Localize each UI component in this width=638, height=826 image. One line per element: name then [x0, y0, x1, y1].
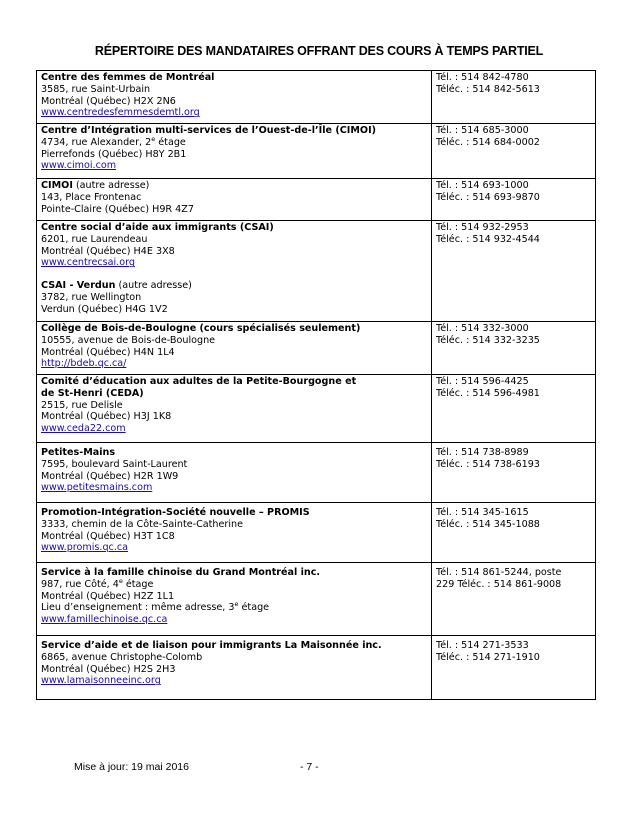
teaching-location-text: Lieu d’enseignement : même adresse, 3: [41, 602, 235, 614]
fax-number: Téléc. : 514 684-0002: [436, 136, 540, 148]
city-postal: Montréal (Québec) H3T 1C8: [41, 530, 175, 542]
phone-number: Tél. : 514 685-3000: [436, 125, 529, 136]
organization-name: Service à la famille chinoise du Grand Montréal inc.: [41, 567, 321, 578]
floor-label: étage: [155, 136, 186, 148]
spacer: [41, 269, 427, 280]
phone-number: Tél. : 514 738-8989: [436, 447, 529, 458]
table-row: [37, 221, 596, 322]
address-cell: [37, 375, 432, 443]
contact-cell: [432, 443, 596, 503]
contact-cell: [432, 375, 596, 443]
street-address: 3585, rue Saint-Urbain: [41, 83, 151, 95]
table-row: [37, 71, 596, 124]
organization-name-continued: de St-Henri (CEDA): [41, 387, 144, 399]
fax-number: Téléc. : 514 693-9870: [436, 191, 540, 203]
contact-cell: [432, 124, 596, 179]
address-cell: [37, 636, 432, 700]
phone-number: Tél. : 514 932-2953: [436, 222, 529, 233]
organization-heading: [41, 180, 427, 192]
phone-number: Tél. : 514 271-3533: [436, 640, 529, 651]
floor-label: étage: [238, 602, 270, 614]
alternate-street-address: 3782, rue Wellington: [41, 291, 142, 303]
website-link[interactable]: www.lamaisonneeinc.org: [41, 675, 161, 687]
table-row: [37, 636, 596, 700]
organization-name: Petites-Mains: [41, 447, 116, 458]
organization-name: Centre d’Intégration multi-services de l’Ouest-de-l’Île (CIMOI): [41, 125, 377, 136]
website-link[interactable]: www.centrecsai.org: [41, 257, 135, 269]
address-cell: [37, 503, 432, 563]
table-row: [37, 443, 596, 503]
teaching-location: [41, 602, 427, 614]
address-cell: [37, 563, 432, 636]
street-address-text: 4734, rue Alexander, 2: [41, 136, 152, 148]
phone-number: Tél. : 514 596-4425: [436, 376, 529, 387]
fax-number: Téléc. : 514 932-4544: [436, 233, 540, 245]
table-row: [37, 124, 596, 179]
ordinal-suffix: e: [118, 576, 123, 585]
table-row: [37, 375, 596, 443]
phone-number: Tél. : 514 332-3000: [436, 323, 529, 334]
fax-number: Téléc. : 514 271-1910: [436, 651, 540, 663]
contact-cell: [432, 563, 596, 636]
website-link[interactable]: www.famillechinoise.qc.ca: [41, 614, 168, 626]
alternate-city-postal: Verdun (Québec) H4G 1V2: [41, 303, 168, 315]
organization-name: Comité d’éducation aux adultes de la Petite-Bourgogne et: [41, 376, 357, 387]
contact-cell: [432, 636, 596, 700]
address-cell: [37, 179, 432, 221]
address-cell: [37, 322, 432, 375]
organization-name: Centre social d’aide aux immigrants (CSAI): [41, 222, 274, 233]
table-row: [37, 503, 596, 563]
address-cell: [37, 443, 432, 503]
street-address: 7595, boulevard Saint-Laurent: [41, 458, 188, 470]
address-cell: [37, 221, 432, 322]
website-link[interactable]: www.promis.qc.ca: [41, 542, 129, 554]
street-address: 2515, rue Delisle: [41, 399, 123, 411]
organization-name: Centre des femmes de Montréal: [41, 72, 215, 83]
city-postal: Montréal (Québec) H2X 2N6: [41, 95, 176, 107]
website-link[interactable]: http://bdeb.qc.ca/: [41, 358, 127, 370]
fax-number: 229 Téléc. : 514 861-9008: [436, 578, 562, 590]
phone-number: Tél. : 514 861-5244, poste: [436, 567, 562, 578]
fax-number: Téléc. : 514 332-3235: [436, 334, 540, 346]
document-title: RÉPERTOIRE DES MANDATAIRES OFFRANT DES COURS À TEMPS PARTIEL: [94, 44, 544, 58]
street-address: 6201, rue Laurendeau: [41, 233, 148, 245]
organization-name: Promotion-Intégration-Société nouvelle – PROMIS: [41, 507, 310, 518]
footer-update-date: Mise à jour: 19 mai 2016: [74, 761, 189, 773]
organization-name: Service d’aide et de liaison pour immigrants La Maisonnée inc.: [41, 640, 382, 651]
address-cell: [37, 124, 432, 179]
table-row: [37, 322, 596, 375]
phone-number: Tél. : 514 842-4780: [436, 72, 529, 83]
ordinal-suffix: e: [151, 134, 156, 143]
city-postal: Montréal (Québec) H2S 2H3: [41, 663, 176, 675]
table-row: [37, 179, 596, 221]
street-address: 3333, chemin de la Côte-Sainte-Catherine: [41, 518, 243, 530]
contact-cell: [432, 503, 596, 563]
alternate-name: CSAI - Verdun: [41, 280, 116, 292]
fax-number: Téléc. : 514 738-6193: [436, 458, 540, 470]
address-cell: [37, 71, 432, 124]
organization-name: Collège de Bois-de-Boulogne (cours spécialisés seulement): [41, 323, 361, 334]
street-address: 6865, avenue Christophe-Colomb: [41, 651, 203, 663]
website-link[interactable]: www.cimoi.com: [41, 160, 117, 172]
alternate-address-note: (autre adresse): [72, 180, 150, 191]
contact-cell: [432, 322, 596, 375]
city-postal: Pointe-Claire (Québec) H9R 4Z7: [41, 203, 194, 215]
contact-cell: [432, 71, 596, 124]
website-link[interactable]: www.petitesmains.com: [41, 482, 153, 494]
city-postal: Montréal (Québec) H3J 1K8: [41, 411, 172, 423]
ordinal-suffix: e: [234, 600, 239, 609]
fax-number: Téléc. : 514 842-5613: [436, 83, 540, 95]
street-address: [41, 134, 427, 149]
street-address: 10555, avenue de Bois-de-Boulogne: [41, 334, 216, 346]
fax-number: Téléc. : 514 345-1088: [436, 518, 540, 530]
website-link[interactable]: www.ceda22.com: [41, 423, 126, 435]
street-address-text: 987, rue Côté, 4: [41, 578, 119, 590]
city-postal: Montréal (Québec) H2Z 1L1: [41, 590, 175, 602]
website-link[interactable]: www.centredesfemmesdemtl.org: [41, 107, 200, 119]
floor-label: étage: [122, 578, 154, 590]
street-address: 143, Place Frontenac: [41, 191, 142, 203]
page-number: - 7 -: [300, 761, 319, 773]
table-row: [37, 563, 596, 636]
organization-name: CIMOI: [41, 180, 73, 191]
city-postal: Montréal (Québec) H4N 1L4: [41, 346, 175, 358]
contact-cell: [432, 221, 596, 322]
directory-table: [36, 70, 596, 700]
street-address: [41, 576, 427, 591]
city-postal: Montréal (Québec) H2R 1W9: [41, 470, 179, 482]
phone-number: Tél. : 514 693-1000: [436, 180, 529, 191]
alternate-heading: [41, 280, 427, 292]
phone-number: Tél. : 514 345-1615: [436, 507, 529, 518]
fax-number: Téléc. : 514 596-4981: [436, 387, 540, 399]
city-postal: Montréal (Québec) H4E 3X8: [41, 245, 175, 257]
alternate-address-note: (autre adresse): [115, 280, 192, 292]
contact-cell: [432, 179, 596, 221]
city-postal: Pierrefonds (Québec) H8Y 2B1: [41, 148, 187, 160]
